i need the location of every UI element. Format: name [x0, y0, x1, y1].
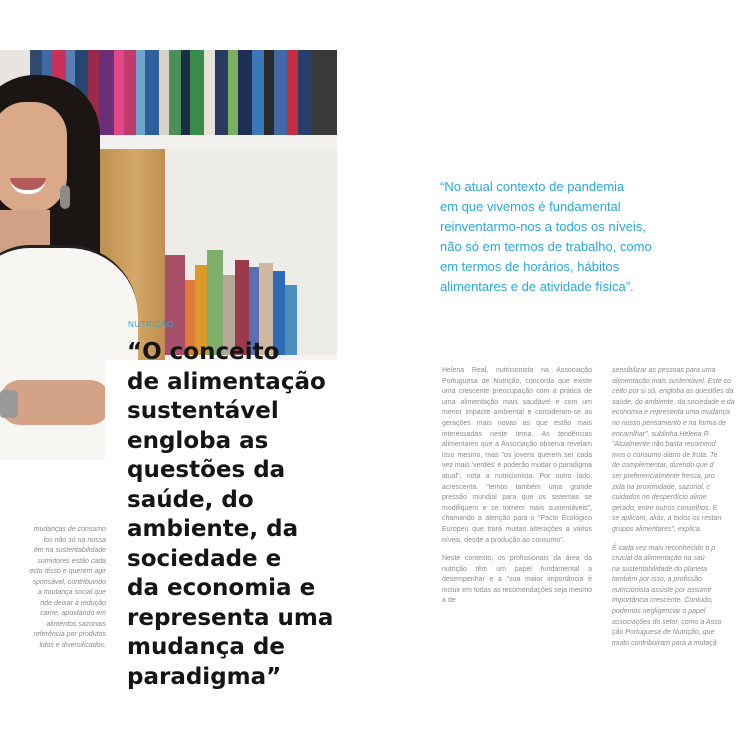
pull-quote: “No atual contexto de pandemia em que vivemos é fundamental reinventarmo-nos a todos os níveis, não só em termos de trabalho, como em termos de horários, hábitos alimentares e de atividade física”.	[440, 179, 652, 294]
body-line: lidos e diversificados.	[39, 641, 106, 649]
body-line: ecto disso e querem agir	[29, 568, 106, 575]
paragraph: Neste contexto, os profissionais da área da nutrição têm um papel fundamental a desempenhar e a "sua maior importância é incluir em todas as recomendações seja mesmo a de	[442, 555, 592, 605]
section-label: NUTRIÇÃO	[128, 320, 174, 329]
bookshelf-lower	[165, 200, 337, 355]
body-line: alimentos sazonais	[46, 620, 106, 628]
person-face	[0, 102, 67, 214]
body-line: referência por produtos	[33, 631, 106, 638]
paragraph: É cada vez mais reconhecido o p crucial da alimentação na saú na sustentabilidade do planeta também por isso, a profissão nutricionista assiste por assumir importância crescente. Contudo, podemos negligenciar o papel associações do setor, como a Asso ção Portuguesa de Nutrição, que muito contribuíram para a mutaçã	[612, 544, 722, 647]
shelf-board	[85, 135, 337, 150]
body-line: nde deixar à redução	[40, 599, 106, 607]
body-column-2	[612, 366, 750, 657]
paragraph: Helena Real, nutricionista na Associação Portuguesa de Nutrição, concorda que existe uma crescente preocupação com a prática de uma alimentação mais saudável e com um menor impacte ambiental e consideram-se as gerações mais novas as que estão mais interessadas neste tema. As tendências alimentares que a Associação observa revelam isso mesmo, mas "os jovens querem ser cada vez mais 'verdes' e poderão mudar o paradigma atual", nota a nutricionista. Por outro lado, acrescenta, "temos também uma grande pressão mundial para que os sistemas se modifiquem e se tornem mais sustentáveis", chamando a atenção para o "Pacto Ecológico Europeu que trará muitas alterações a vários níveis, desde a produção ao consumo".	[442, 367, 592, 544]
body-line: carne, apostando em	[40, 610, 106, 617]
body-line: a mudança social que	[37, 589, 106, 596]
body-line: mudanças de consumo	[33, 526, 106, 533]
body-column-1	[442, 366, 592, 615]
article-headline: “O conceito de alimentação sustentável engloba as questões da saúde, do ambiente, da sociedade e da economia e representa uma mudança de paradigma”	[127, 339, 334, 690]
body-line: sponsável, contribuindo	[32, 578, 106, 586]
page-top-margin	[0, 0, 750, 50]
earring	[60, 185, 70, 209]
paragraph: sensibilizar as pessoas para uma alimentação mais sustentável. Este co ceito por si só, engloba as questões da saúde, do ambiente, da sociedade e da economia e representa uma mudança no nosso pensamento e na forma de encarrilhar", sublinha Helena R "Atualmente não basta recomend mos o consumo diário de fruta. Te de complementar, dizendo que d ser preferencialmente fresca, pro zida na proximidade, sazonal, c cuidados no desperdício alime gerado, entre outros conselhos. E se aplicam, aliás, a todos os restan grupos alimentares", explica.	[612, 367, 735, 533]
left-body-column	[0, 525, 106, 651]
wristwatch	[0, 390, 18, 418]
body-line: sumidores estão cada	[37, 557, 106, 565]
body-line: ém na sustentabilidade	[34, 547, 106, 554]
body-line: los não só na nossa	[43, 536, 106, 544]
